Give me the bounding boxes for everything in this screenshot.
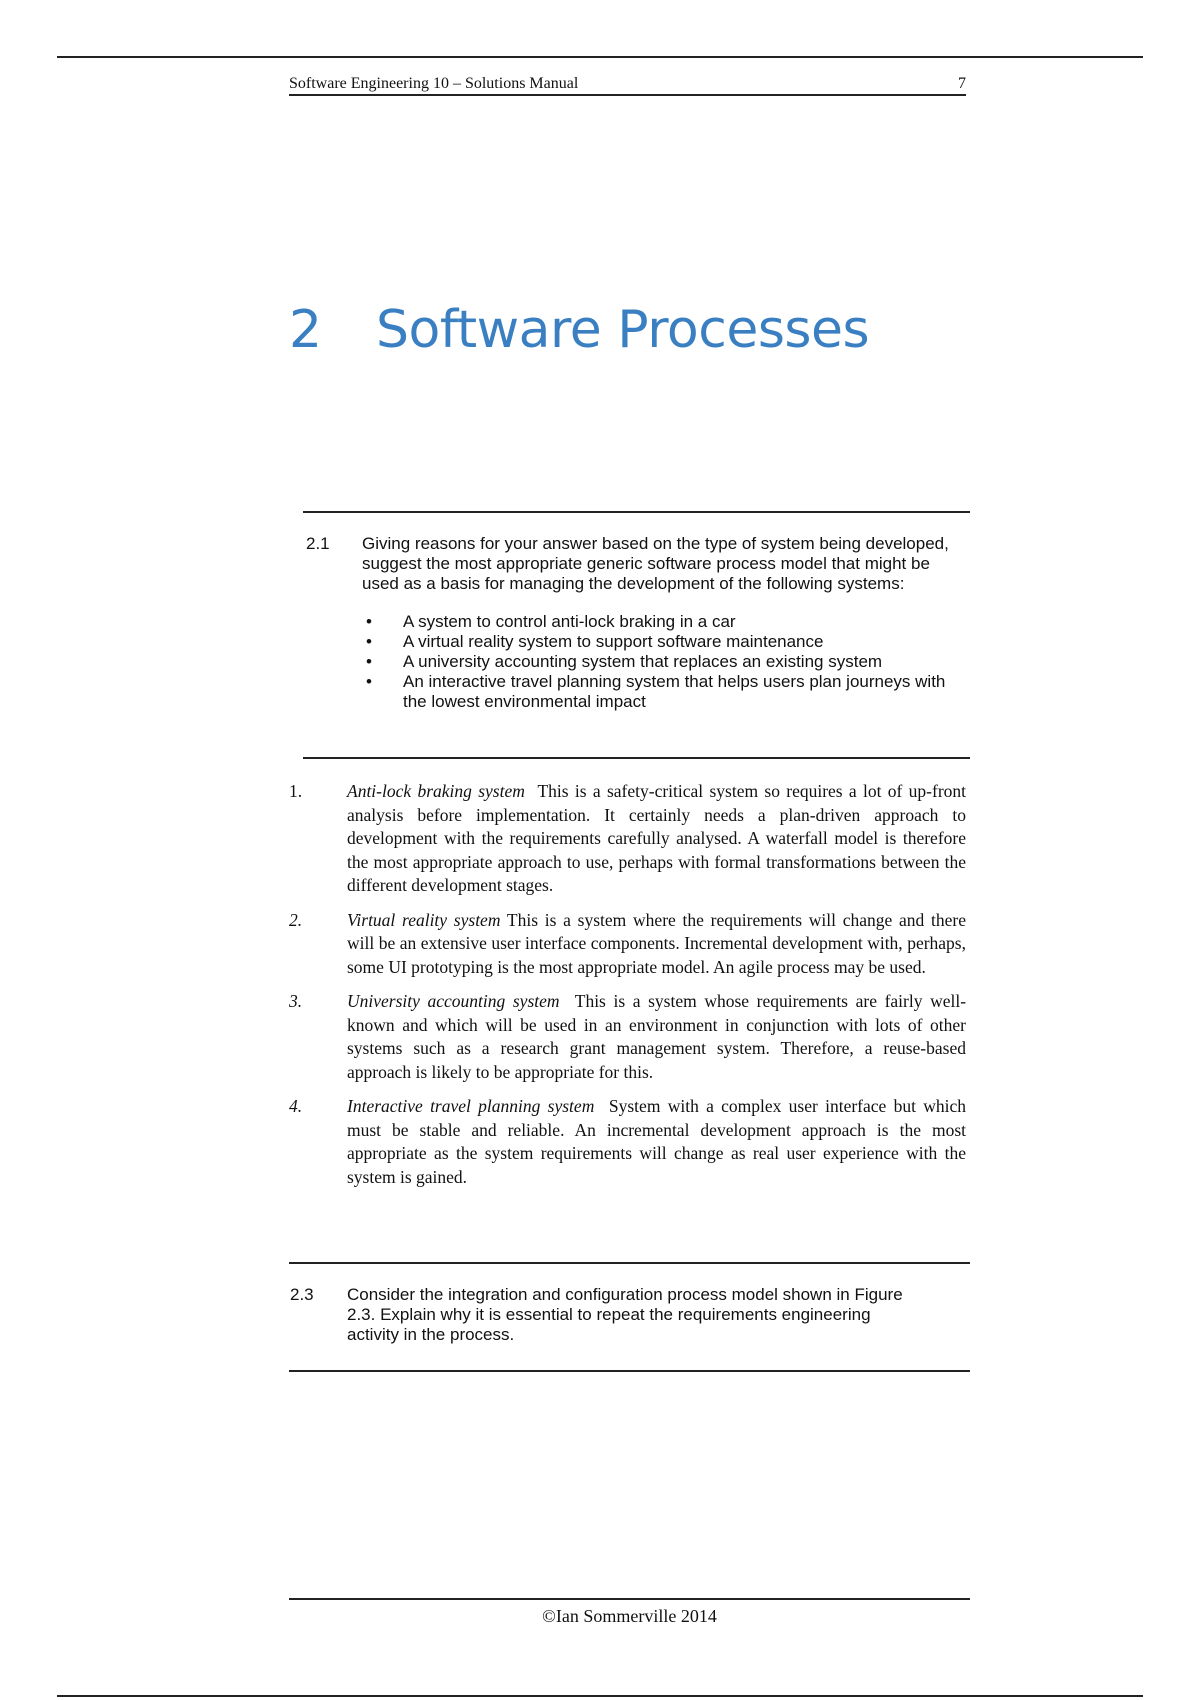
answer-body — [347, 780, 966, 898]
bullet-text: A university accounting system that replaces an existing system — [403, 652, 883, 671]
bullet-item — [362, 652, 970, 672]
chapter-title: Software Processes — [376, 300, 870, 360]
running-header — [289, 70, 966, 96]
answer-body — [347, 990, 966, 1084]
answer-number: 3. — [289, 991, 303, 1011]
answer-body — [347, 909, 966, 980]
question-2-3-box — [289, 1262, 970, 1372]
bullet-icon: • — [366, 632, 372, 651]
bullet-item — [362, 612, 970, 632]
answer-number: 2. — [289, 909, 303, 930]
answer-number: 1. — [289, 781, 303, 801]
answer-term: University accounting system — [347, 991, 560, 1011]
chapter-number: 2 — [289, 300, 322, 360]
answer-term: Virtual reality system — [347, 909, 501, 930]
question-number: 2.1 — [306, 534, 330, 553]
answer-item — [289, 1095, 966, 1189]
question-2-1-box — [303, 511, 970, 759]
header-page-number: 7 — [958, 75, 966, 92]
question-bullet-list — [303, 612, 970, 712]
page-top-rule — [57, 56, 1143, 58]
answer-item — [289, 780, 966, 898]
answer-list — [289, 780, 966, 1200]
page-bottom-rule — [57, 1695, 1143, 1697]
answer-item — [289, 990, 966, 1084]
page-footer — [289, 1598, 970, 1627]
answer-text: System with a complex user interface but which must be stable and reliable. An incremental development approach is the most appropriate as the system requirements will change as real user experience with the system is gained. — [347, 1096, 966, 1187]
question-text: Consider the integration and configuration process model shown in Figure 2.3. Explain why it is essential to repeat the requirements engineering activity in the process. — [347, 1285, 903, 1344]
question-text: Giving reasons for your answer based on the type of system being developed, suggest the most appropriate generic software process model that might be used as a basis for managing the development of the following systems: — [362, 534, 949, 593]
bullet-text: An interactive travel planning system that helps users plan journeys with the lowest environmental impact — [403, 672, 946, 711]
question-number: 2.3 — [290, 1285, 314, 1304]
answer-number: 4. — [289, 1096, 303, 1116]
answer-item — [289, 909, 966, 980]
bullet-icon: • — [366, 672, 372, 691]
bullet-text: A system to control anti-lock braking in a car — [403, 612, 736, 631]
bullet-text: A virtual reality system to support software maintenance — [403, 632, 824, 651]
bullet-icon: • — [366, 612, 372, 631]
answer-body — [347, 1095, 966, 1189]
answer-text: This is a system whose requirements are fairly well-known and which will be used in an environment in conjunction with lots of other systems such as a research grant management system. Therefore, a reuse-based approach is likely to be appropriate for this. — [347, 991, 967, 1082]
answer-text: This is a system where the requirements will change and there will be an extensive user interface components. Incremental development with, perhaps, some UI prototyping is the most appropriate model. An agile process may be used. — [347, 909, 966, 977]
chapter-heading — [289, 298, 869, 362]
answer-text: This is a safety-critical system so requires a lot of up-front analysis before implementation. It certainly needs a plan-driven approach to development with the requirements carefully analysed. A waterfall model is therefore the most appropriate approach to use, perhaps with formal transformations between the different development stages. — [347, 781, 967, 895]
bullet-item — [362, 672, 970, 712]
copyright-text: ©Ian Sommerville 2014 — [542, 1606, 717, 1626]
header-title: Software Engineering 10 – Solutions Manual — [289, 75, 579, 92]
bullet-item — [362, 632, 970, 652]
answer-term: Interactive travel planning system — [347, 1096, 595, 1116]
answer-term: Anti-lock braking system — [347, 781, 525, 801]
bullet-icon: • — [366, 652, 372, 671]
